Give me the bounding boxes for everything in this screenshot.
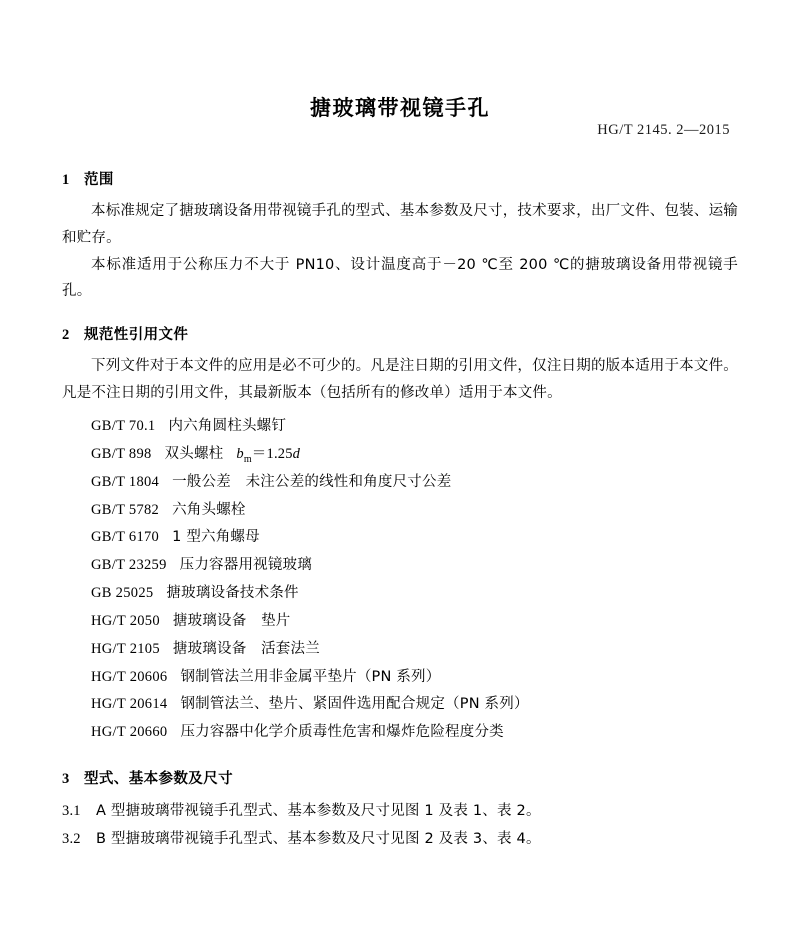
reference-title: 搪玻璃设备 活套法兰 [172,640,320,657]
subclause-3-1 [62,797,738,825]
reference-code: HG/T 2050 [91,612,160,629]
clause-number-1: 1 [62,172,70,188]
list-item [62,608,738,636]
reference-code: HG/T 20606 [91,668,168,685]
clause-title-1: 范围 [84,172,114,188]
reference-code: GB/T 6170 [91,529,160,546]
reference-title: 1 型六角螺母 [172,529,260,546]
reference-title: 压力容器中化学介质毒性危害和爆炸危险程度分类 [180,724,504,741]
list-item [62,580,738,608]
list-item [62,719,738,747]
clause-number-2: 2 [62,327,70,344]
clause-heading-1 [62,168,738,189]
subclause-text: A 型搪玻璃带视镜手孔型式、基本参数及尺寸见图 1 及表 1、表 2。 [96,803,541,820]
page-header-standard-code: HG/T 2145. 2—2015 [597,122,730,138]
reference-title: 六角头螺栓 [172,501,246,518]
list-item [62,691,738,719]
list-item [62,469,738,497]
clause-title-3: 型式、基本参数及尺寸 [84,771,233,788]
reference-title: 压力容器用视镜玻璃 [179,557,312,574]
clause-number-3: 3 [62,771,70,788]
reference-code: GB/T 898 [91,445,152,462]
clause-1-paragraph-2: 本标准适用于公称压力不大于 PN10、设计温度高于－20 ℃至 200 ℃的搪玻璃设备用带视镜手孔。 [62,256,738,300]
clause-title-2: 规范性引用文件 [84,327,189,344]
reference-code: GB/T 70.1 [91,417,156,434]
reference-title: 一般公差 未注公差的线性和角度尺寸公差 [172,473,452,490]
reference-title: 搪玻璃设备技术条件 [166,585,299,602]
document-page [0,92,800,942]
subclause-text: B 型搪玻璃带视镜手孔型式、基本参数及尺寸见图 2 及表 3、表 4。 [96,831,541,848]
document-body [62,168,738,854]
reference-code: GB/T 1804 [91,473,160,490]
list-item [62,441,738,469]
subclause-number: 3.2 [62,831,81,848]
clause-heading-2 [62,323,738,344]
list-item [62,636,738,664]
list-item [62,413,738,441]
reference-code: HG/T 20614 [91,696,168,713]
page-title: 搪玻璃带视镜手孔 [310,96,490,120]
reference-code: GB/T 23259 [91,557,167,574]
reference-code: GB 25025 [91,585,154,602]
clause-heading-3 [62,767,738,788]
reference-title: 搪玻璃设备 垫片 [172,612,291,629]
subclause-number: 3.1 [62,803,81,820]
reference-title: 钢制管法兰用非金属平垫片（PN 系列） [180,668,441,685]
reference-formula: $b_m=1.25d$ [236,445,301,465]
reference-title: 双头螺柱 [164,445,224,462]
list-item [62,497,738,525]
clause-1-paragraph-1: 本标准规定了搪玻璃设备用带视镜手孔的型式、基本参数及尺寸，技术要求，出厂文件、包装、运输和贮存。 [62,203,738,246]
list-item [62,552,738,580]
clause-2-paragraph-1: 下列文件对于本文件的应用是必不可少的。凡是注日期的引用文件，仅注日期的版本适用于本文件。凡是不注日期的引用文件，其最新版本（包括所有的修改单）适用于本文件。 [62,358,738,402]
list-item [62,664,738,692]
subclause-3-2 [62,825,738,853]
reference-title: 钢制管法兰、垫片、紧固件选用配合规定（PN 系列） [180,696,529,713]
reference-code: GB/T 5782 [91,501,160,518]
normative-references-list [62,413,738,747]
reference-code: HG/T 20660 [91,724,168,741]
reference-title: 内六角圆柱头螺钉 [168,417,287,434]
reference-code: HG/T 2105 [91,640,160,657]
list-item [62,524,738,552]
